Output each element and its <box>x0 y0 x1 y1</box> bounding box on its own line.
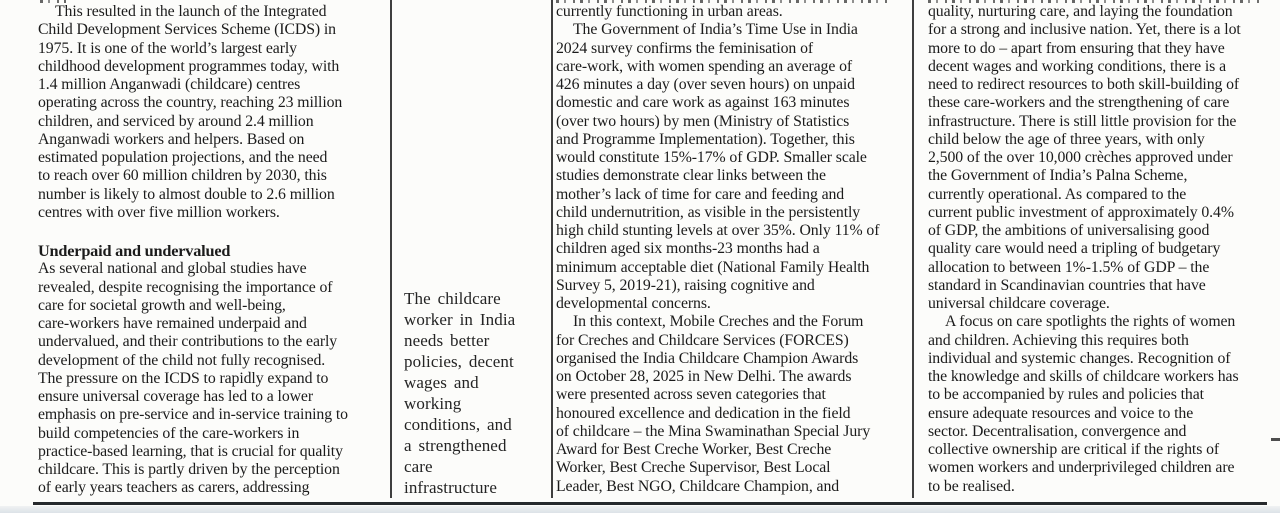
text-line: Anganwadi workers and helpers. Based on <box>38 130 305 148</box>
text-line: This resulted in the launch of the Integrated <box>55 3 327 20</box>
text-line: number is likely to almost double to 2.6 million <box>38 185 335 203</box>
text-line: A focus on care spotlights the rights of women <box>945 313 1236 331</box>
text-line: children aged six months-23 months had a <box>556 240 820 258</box>
text-line: studies demonstrate clear links between the <box>556 167 826 185</box>
pull-quote-line: worker in India <box>404 310 516 329</box>
text-line: currently operational. As compared to the <box>928 185 1187 203</box>
text-line: Child Development Services Scheme (ICDS) in <box>38 21 336 39</box>
text-line: organised the India Childcare Champion Awards <box>556 349 859 367</box>
text-line: child undernutrition, as visible in the persistently <box>556 203 861 221</box>
text-line: would constitute 15%-17% of GDP. Smaller scale <box>556 149 867 166</box>
text-line: to reach over 60 million children by 2030, this <box>38 167 327 185</box>
text-line: to be accompanied by rules and policies that <box>928 386 1204 404</box>
cropped-text-fragment <box>1271 438 1280 441</box>
text-line: In this context, Mobile Creches and the Forum <box>573 313 864 331</box>
pull-quote-line: working <box>404 394 462 413</box>
pull-quote-line: needs better <box>404 331 490 350</box>
text-line: Survey 5, 2019-21), raising cognitive and <box>556 276 815 294</box>
column-divider-rule <box>912 0 914 498</box>
page-bottom-rule <box>33 502 1267 505</box>
text-line: The pressure on the ICDS to rapidly expand to <box>38 369 329 387</box>
pull-quote-line: policies, decent <box>404 352 514 371</box>
text-line: Leader, Best NGO, Childcare Champion, and <box>556 477 840 495</box>
pull-quote-line: infrastructure <box>404 478 497 497</box>
pull-quote-line: conditions, and <box>404 415 512 434</box>
text-line: 426 minutes a day (over seven hours) on unpaid <box>556 76 855 93</box>
text-line: quality care would need a tripling of budgetary <box>928 240 1221 258</box>
text-line: developmental concerns. <box>556 295 711 312</box>
article-column-2 <box>556 3 897 496</box>
text-line: care-work, with women spending an average of <box>556 57 853 75</box>
text-line: universal childcare coverage. <box>928 295 1110 312</box>
text-line: need to redirect resources to both skill-building of <box>928 76 1240 93</box>
text-line: sector. Decentralisation, convergence and <box>928 422 1187 440</box>
text-line: ensure adequate resources and voice to the <box>928 404 1194 422</box>
text-line: undervalued, and their contributions to the early <box>38 333 338 351</box>
text-line: of GDP, the ambitions of universalising good <box>928 222 1210 239</box>
text-line: these care-workers and the strengthening of care <box>928 94 1230 112</box>
pull-quote-line: wages and <box>404 373 479 392</box>
text-line: honoured excellence and dedication in the field <box>556 404 851 422</box>
text-line: decent wages and working conditions, there is a <box>928 57 1226 75</box>
text-line: of childcare – the Mina Swaminathan Special Jury <box>556 422 871 440</box>
text-line: As several national and global studies have <box>38 260 307 278</box>
text-line: of early years teachers as carers, addressing <box>38 479 310 497</box>
column-divider-rule <box>551 0 553 498</box>
text-line: to be realised. <box>928 477 1015 495</box>
text-line: operating across the country, reaching 23 million <box>38 94 343 112</box>
section-heading: Underpaid and undervalued <box>38 241 231 260</box>
text-line: (over two hours) by men (Ministry of Statistics <box>556 112 850 130</box>
text-line: emphasis on pre-service and in-service training to <box>38 406 348 424</box>
text-line: high child stunting levels at over 35%. Only 11% of <box>556 222 880 239</box>
article-column-3 <box>928 3 1265 496</box>
text-line: and Programme Implementation). Together, this <box>556 130 855 148</box>
text-line: on October 28, 2025 in New Delhi. The awards <box>556 368 852 385</box>
text-line: childhood development programmes today, with <box>38 57 340 75</box>
text-line: and children. Achieving this requires both <box>928 331 1189 349</box>
text-line: 2024 survey confirms the feminisation of <box>556 39 814 57</box>
text-line: centres with over five million workers. <box>38 203 280 221</box>
text-line: care for societal growth and well-being, <box>38 296 286 314</box>
paragraph-gap <box>38 222 378 242</box>
pull-quote-line: care <box>404 457 433 476</box>
text-line: care-workers have remained underpaid and <box>38 315 307 332</box>
text-line: child below the age of three years, with only <box>928 130 1205 148</box>
text-line: build competencies of the care-workers in <box>38 424 300 442</box>
text-line: quality, nurturing care, and laying the foundation <box>928 3 1233 20</box>
text-line: were presented across seven categories that <box>556 386 826 404</box>
text-line: 1975. It is one of the world’s largest early <box>38 39 297 57</box>
pull-quote <box>404 288 542 498</box>
text-line: Award for Best Creche Worker, Best Creche <box>556 441 832 458</box>
article-column-1 <box>38 3 378 498</box>
text-line: the Government of India’s Palna Scheme, <box>928 167 1188 185</box>
text-line: currently functioning in urban areas. <box>556 3 783 20</box>
pull-quote-line: The childcare <box>404 289 501 308</box>
page-edge-band <box>0 506 1280 513</box>
pull-quote-line: a strengthened <box>404 436 507 455</box>
text-line: ensure universal coverage has led to a lower <box>38 388 314 405</box>
text-line: domestic and care work as against 163 minutes <box>556 94 850 112</box>
text-line: 1.4 million Anganwadi (childcare) centres <box>38 76 301 93</box>
text-line: women workers and underprivileged children are <box>928 459 1235 477</box>
text-line: collective ownership are critical if the rights of <box>928 441 1220 458</box>
text-line: current public investment of approximately 0.4% <box>928 203 1234 221</box>
text-line: 2,500 of the over 10,000 crèches approved under <box>928 149 1233 166</box>
text-line: more to do – apart from ensuring that they have <box>928 39 1225 57</box>
text-line: The Government of India’s Time Use in India <box>573 21 858 39</box>
text-line: mother’s lack of time for care and feeding and <box>556 185 845 203</box>
text-line: standard in Scandinavian countries that have <box>928 276 1206 294</box>
text-line: children, and serviced by around 2.4 million <box>38 112 314 130</box>
text-line: for Creches and Childcare Services (FORCES) <box>556 331 849 349</box>
text-line: for a strong and inclusive nation. Yet, there is a lot <box>928 21 1241 39</box>
text-line: infrastructure. There is still little provision for the <box>928 112 1237 130</box>
text-line: Worker, Best Creche Supervisor, Best Local <box>556 459 831 477</box>
text-line: minimum acceptable diet (National Family Health <box>556 258 870 276</box>
text-line: estimated population projections, and the need <box>38 149 328 166</box>
column-divider-rule <box>390 0 392 498</box>
text-line: individual and systemic changes. Recognition of <box>928 349 1231 367</box>
text-line: revealed, despite recognising the importance of <box>38 278 333 296</box>
text-line: development of the child not fully recognised. <box>38 351 326 369</box>
text-line: allocation to between 1%-1.5% of GDP – the <box>928 258 1210 276</box>
text-line: the knowledge and skills of childcare workers has <box>928 368 1239 385</box>
text-line: childcare. This is partly driven by the perception <box>38 461 340 478</box>
text-line: practice-based learning, that is crucial for quality <box>38 442 343 460</box>
